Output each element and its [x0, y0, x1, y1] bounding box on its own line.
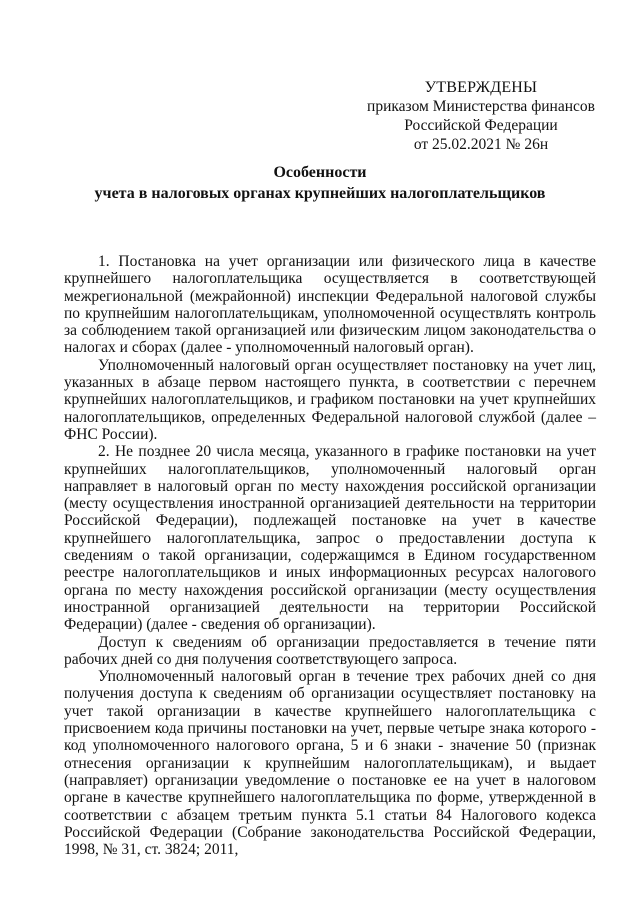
paragraph-1: 1. Постановка на учет организации или физического лица в качестве крупнейшего налогоплательщика осуществляется в соответствующей межрегиональной (межрайонной) инспекции Федеральной налоговой службы по крупнейшим налогоплательщикам, уполномоченной осуществлять контроль за соблюдением такой организацией или физическим лицом законодательства о налогах и сборах (далее - уполномоченный налоговый орган).: [64, 253, 596, 357]
paragraph-5: Уполномоченный налоговый орган в течение трех рабочих дней со дня получения доступа к сведениям об организации осуществляет постановку на учет такой организации в качестве крупнейшего налогоплательщика с присвоением кода причины постановки на учет, первые четыре знака которого - код уполномоченного налогового органа, 5 и 6 знаки - значение 50 (признак отнесения организации к крупнейшим налогоплательщикам), и выдает (направляет) организации уведомление о постановке ее на учет в налоговом органе в качестве крупнейшего налогоплательщика по форме, утвержденной в соответствии с абзацем третьим пункта 5.1 статьи 84 Налогового кодекса Российской Федерации (Собрание законодательства Российской Федерации, 1998, № 31, ст. 3824; 2011,: [64, 668, 596, 859]
approval-heading: УТВЕРЖДЕНЫ: [424, 79, 538, 96]
approval-stamp: [356, 78, 606, 154]
document-body: [64, 253, 596, 858]
paragraph-3: 2. Не позднее 20 числа месяца, указанного в графике постановки на учет крупнейших налогоплательщиков, уполномоченный налоговый орган направляет в налоговый орган по месту нахождения российской организации (месту осуществления иностранной организацией деятельности на территории Российской Федерации), подлежащей постановке на учет в качестве крупнейшего налогоплательщика, запрос о предоставлении доступа к сведениям о такой организации, содержащимся в Едином государственном реестре налогоплательщиков и иных информационных ресурсах налогового органа по месту нахождения российской организации (месту осуществления иностранной организацией деятельности на территории Российской Федерации) (далее - сведения об организации).: [64, 443, 596, 634]
paragraph-4: Доступ к сведениям об организации предоставляется в течение пяти рабочих дней со дня получения соответствующего запроса.: [64, 633, 596, 668]
document-title: [0, 162, 640, 204]
paragraph-2: Уполномоченный налоговый орган осуществляет постановку на учет лиц, указанных в абзаце первом настоящего пункта, в соответствии с перечнем крупнейших налогоплательщиков, и графиком постановки на учет крупнейших налогоплательщиков, определенных Федеральной налоговой службой (далее – ФНС России).: [64, 356, 596, 443]
approval-order-line: приказом Министерства финансов: [367, 98, 595, 115]
approval-date-line: от 25.02.2021 № 26н: [413, 136, 549, 153]
approval-country-line: Российской Федерации: [404, 117, 558, 134]
title-line-1: Особенности: [273, 164, 367, 181]
title-line-2: учета в налоговых органах крупнейших налогоплательщиков: [94, 185, 546, 202]
